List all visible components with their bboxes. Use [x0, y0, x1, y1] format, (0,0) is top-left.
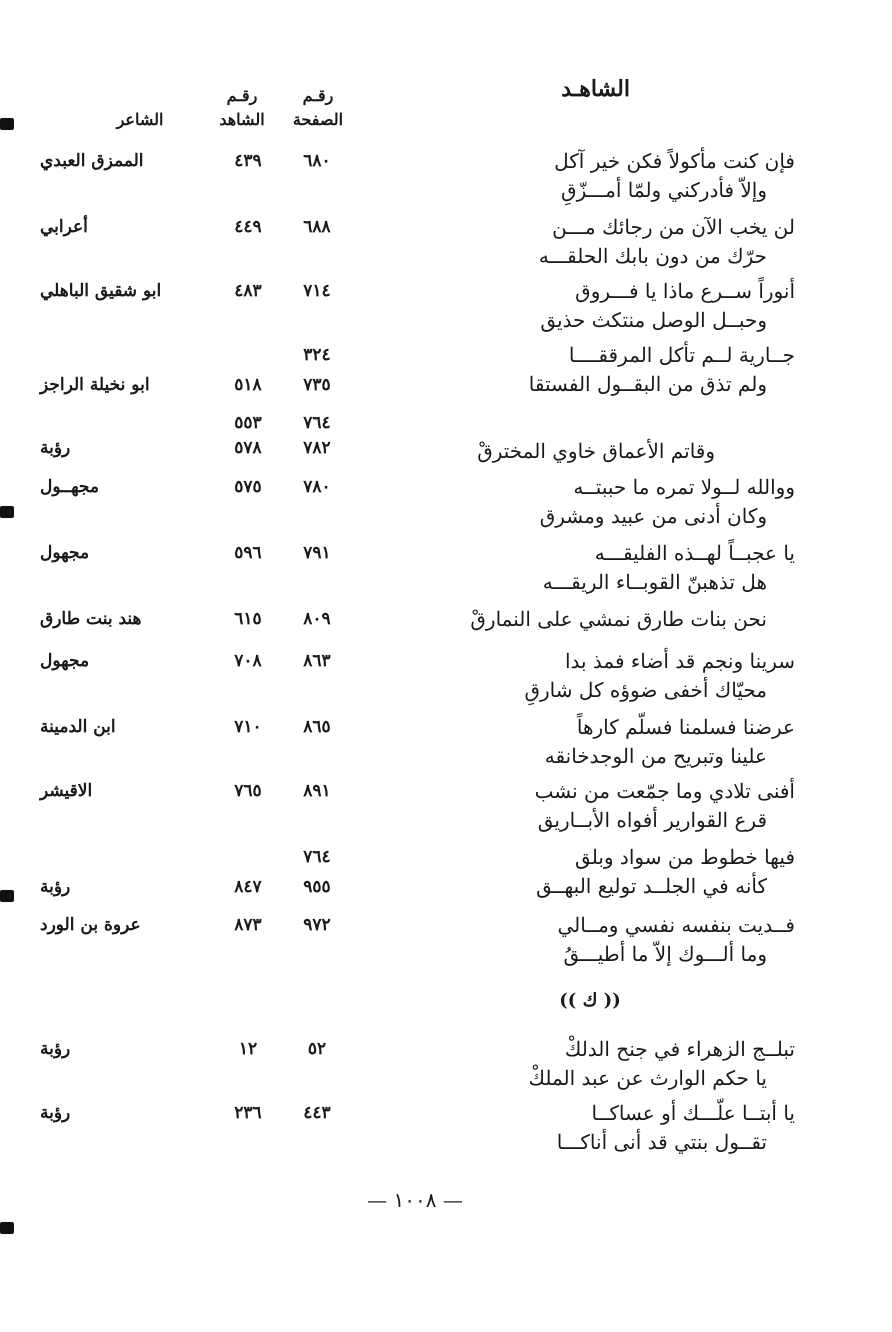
page-number: ٨٠٩: [303, 609, 331, 629]
verse: [350, 538, 795, 596]
poet-name: ابن الدمينة: [40, 717, 116, 737]
page-number-2: ٧٣٥: [303, 375, 331, 395]
page-number: ٥٢: [307, 1039, 327, 1059]
verse: [350, 340, 795, 398]
verse: [350, 1034, 795, 1092]
poet-name: رؤبة: [40, 1039, 71, 1059]
verse: [350, 436, 795, 466]
verse-line-1: أفنى تلادي وما جمّعت من نشب: [534, 779, 795, 803]
shahid-number: ٧٠٨: [234, 651, 262, 671]
binding-mark: [0, 890, 14, 902]
verse-line-2: قرع القوارير أفواه الأبــاريق: [537, 808, 767, 832]
page-number: ٦٨٠: [303, 151, 331, 171]
verse-line-1: تبلــج الزهراء في جنح الدلكْ: [564, 1037, 795, 1061]
shahid-number: ٤٣٩: [234, 151, 262, 171]
binding-mark: [0, 1222, 14, 1234]
verse-line-1: يا عجبــاً لهــذه الفليقـــه: [594, 541, 795, 565]
verse-line-1: عرضنا فسلمنا فسلّم كارهاً: [576, 715, 795, 739]
poet-name: ابو شقيق الباهلي: [40, 281, 162, 301]
poet-name: أعرابي: [40, 217, 88, 237]
poet-name: مجهــول: [40, 477, 100, 497]
page-number: ٧٨٠: [303, 477, 331, 497]
verse-line-1: فإن كنت مأكولاً فكن خير آكل: [554, 149, 795, 173]
shahid-number-2: ٥٧٨: [234, 438, 262, 458]
verse: [350, 212, 795, 270]
section-heading: (( ك )): [559, 990, 621, 1011]
verse-line-1: وقاتم الأعماق خاوي المخترقْ: [477, 439, 715, 463]
poet-name: الممزق العبدي: [40, 151, 144, 171]
verse-line-2: وحبــل الوصل منتكث حذيق: [540, 308, 767, 332]
page-number-2: ٩٥٥: [303, 877, 331, 897]
page-number: ٨٩١: [303, 781, 331, 801]
poet-name: مجهول: [40, 543, 90, 563]
verse-line-1: لن يخب الآن من رجائك مـــن: [552, 215, 795, 239]
poet-name: رؤبة: [40, 1103, 71, 1123]
shahid-number: ٧٦٥: [234, 781, 262, 801]
verse-line-2: وإلاّ فأدركني ولمّا أمـــزّقِ: [561, 178, 767, 202]
page-number: ٦٨٨: [303, 217, 331, 237]
shahid-number: ٦١٥: [234, 609, 262, 629]
verse-line-2: يا حكم الوارث عن عبد الملكْ: [528, 1066, 767, 1090]
verse-line-2: علينا وتبريح من الوجدخانقه: [544, 744, 767, 768]
verse: [350, 712, 795, 770]
page-number: ٧١٤: [303, 281, 331, 301]
shahid-number: ٨٤٧: [234, 877, 262, 897]
page-number-2: ٧٨٢: [303, 438, 331, 458]
shahid-number: ٤٤٩: [234, 217, 262, 237]
page-number: ٨٦٥: [303, 717, 331, 737]
poet-name: مجهول: [40, 651, 90, 671]
header-line: الشاهد: [219, 110, 265, 129]
verse-line-1: سرينا ونجم قد أضاء فمذ بدا: [564, 649, 795, 673]
page-number: ٧٦٤: [303, 847, 331, 867]
verse-line-2: حرّك من دون بابك الحلقـــه: [538, 244, 767, 268]
column-header-poet: الشاعر: [116, 110, 164, 129]
page-number: ٧٦٤: [303, 413, 331, 433]
verse-line-1: فيها خطوط من سواد وبلق: [575, 845, 795, 869]
column-title-shahid: الشاهـد: [561, 76, 630, 102]
poet-name: هند بنت طارق: [40, 609, 142, 629]
column-header-shahid-number: [212, 84, 272, 132]
page-number: ٨٦٣: [303, 651, 331, 671]
shahid-number: ٥١٨: [234, 375, 262, 395]
shahid-number: ٨٧٣: [234, 915, 262, 935]
poet-name: رؤبة: [40, 877, 71, 897]
page-number: ٧٩١: [303, 543, 331, 563]
header-line: رقـم: [226, 86, 258, 105]
verse: [350, 472, 795, 530]
page-number: ٣٢٤: [303, 345, 331, 365]
verse: [350, 1098, 795, 1156]
poet-name: ابو نخيلة الراجز: [40, 375, 150, 395]
binding-mark: [0, 506, 14, 518]
verse-line-2: تقــول بنتي قد أنى أناكـــا: [556, 1130, 767, 1154]
verse: [350, 646, 795, 704]
verse-line-1: يا أبتــا علّـــك أو عساكــا: [591, 1101, 795, 1125]
verse: [350, 276, 795, 334]
header-line: رقـم: [302, 86, 334, 105]
shahid-number: ٢٣٦: [234, 1103, 262, 1123]
shahid-number: ٤٨٣: [234, 281, 262, 301]
header-line: الصفحة: [292, 110, 344, 129]
verse: [350, 604, 795, 634]
shahid-number: ٥٩٦: [234, 543, 262, 563]
verse-line-1: فــديت بنفسه نفسي ومــالي: [557, 913, 795, 937]
shahid-number: ٥٧٥: [234, 477, 262, 497]
verse-line-1: نحن بنات طارق نمشي على النمارقْ: [470, 607, 767, 631]
verse: [350, 776, 795, 834]
verse: [350, 842, 795, 900]
verse-line-2: وكان أدنى من عبيد ومشرق: [539, 504, 767, 528]
verse-line-2: هل تذهبنّ القوبــاء الريقـــه: [542, 570, 767, 594]
poet-name: عروة بن الورد: [40, 915, 141, 935]
verse-line-2: كأنه في الجلــد توليع البهــق: [536, 874, 767, 898]
verse-line-2: محيّاك أخفى ضوؤه كل شارقِ: [524, 678, 767, 702]
verse-line-1: جــارية لــم تأكل المرققــــا: [568, 343, 795, 367]
verse-line-1: ووالله لــولا تمره ما حببتــه: [573, 475, 795, 499]
poet-name: الاقيشر: [40, 781, 93, 801]
binding-mark: [0, 118, 14, 130]
poet-name: رؤبة: [40, 438, 71, 458]
page-number: ٤٤٣: [303, 1103, 331, 1123]
verse-line-1: أنوراً ســرع ماذا يا فـــروق: [575, 279, 795, 303]
page-number: ٩٧٢: [303, 915, 331, 935]
column-header-page: [290, 84, 346, 132]
verse: [350, 910, 795, 968]
shahid-number: ٧١٠: [234, 717, 262, 737]
verse-line-2: وما ألـــوك إلاّ ما أطيـــقُ: [563, 942, 767, 966]
shahid-number: ٥٥٣: [234, 413, 262, 433]
verse-line-2: ولم تذق من البقــول الفستقا: [528, 372, 767, 396]
page-folio-number: — ١٠٠٨ —: [367, 1188, 463, 1212]
verse: [350, 146, 795, 204]
shahid-number: ١٢: [238, 1039, 258, 1059]
